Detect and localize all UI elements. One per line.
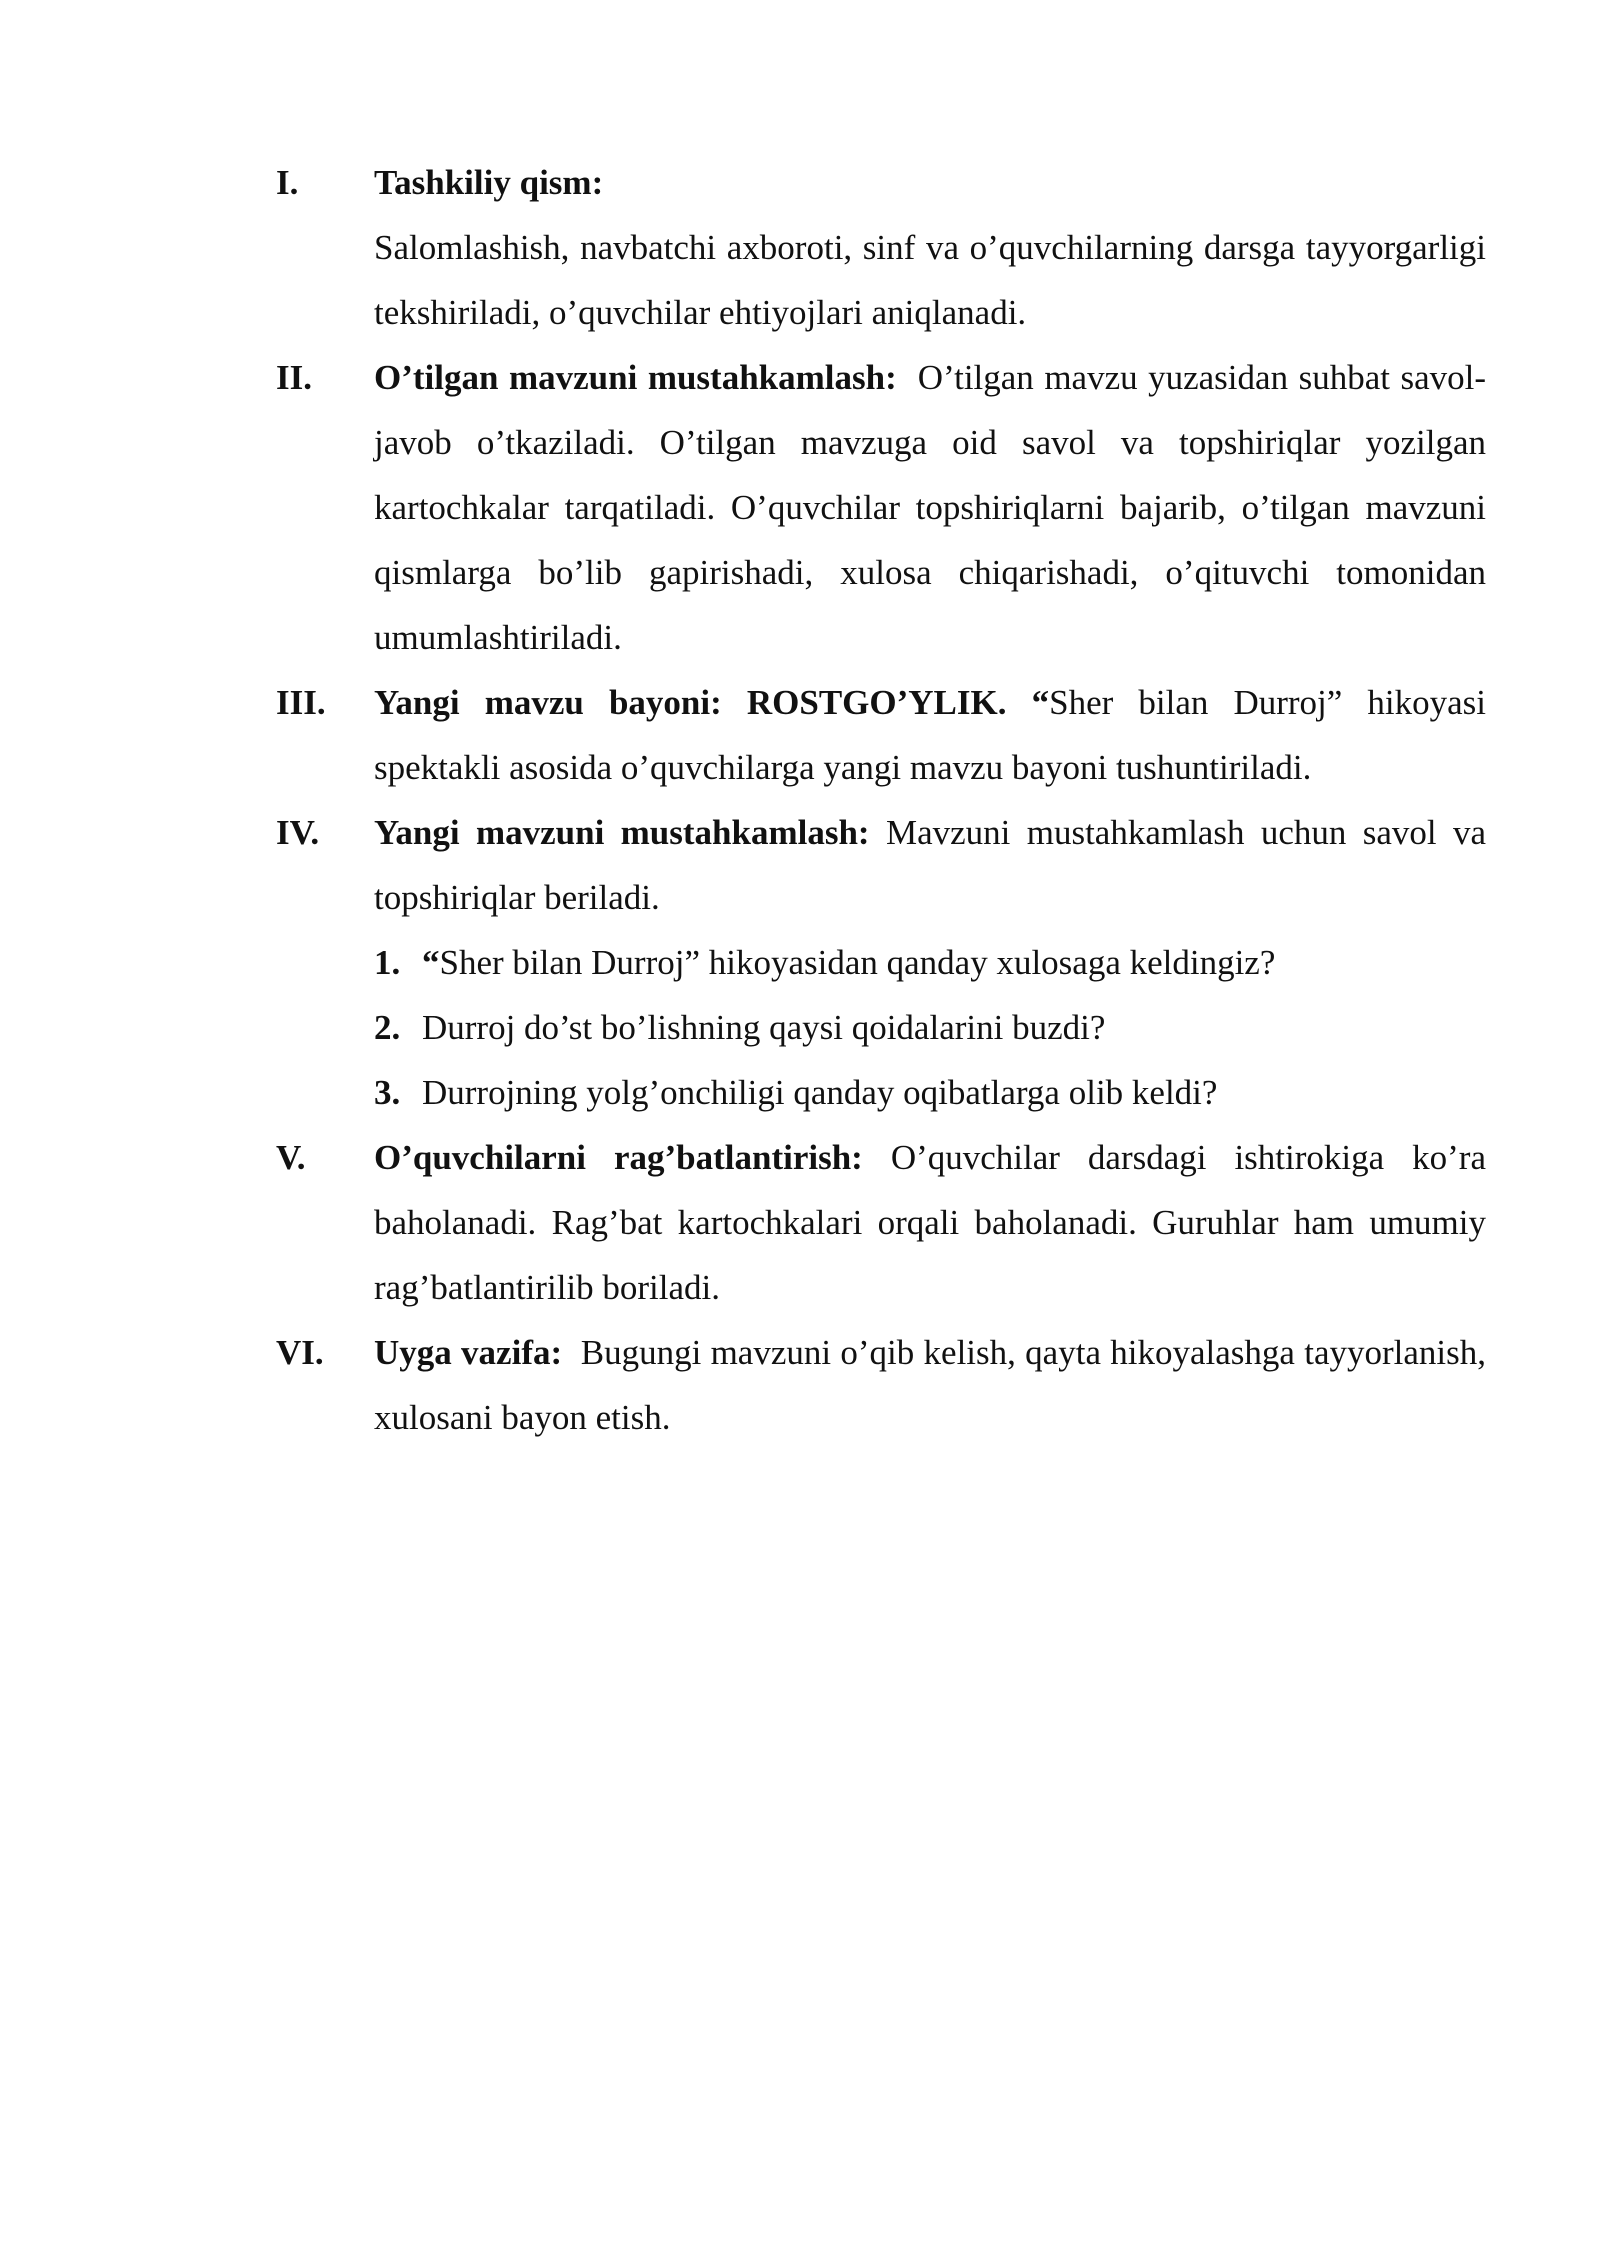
section-3 <box>276 670 1486 800</box>
section-2 <box>276 345 1486 670</box>
question-body: Sher bilan Durroj” hikoyasidan qanday xulosaga keldingiz? <box>439 943 1276 982</box>
section-body: Salomlashish, navbatchi axboroti, sinf va o’quvchilarning darsga tayyorgarligi tekshiriladi, o’quvchilar ehtiyojlari aniqlanadi. <box>374 228 1486 332</box>
question-list <box>374 930 1486 1125</box>
section-heading: Yangi mavzuni mustahkamlash: <box>374 813 870 852</box>
section-4 <box>276 800 1486 1125</box>
section-6 <box>276 1320 1486 1450</box>
section-heading: Uyga vazifa: <box>374 1333 563 1372</box>
section-body: O’quvchilar darsdagi ishtirokiga ko’ra baholanadi. Rag’bat kartochkalari orqali baholanadi. Guruhlar ham umumiy rag’batlantirilib boriladi. <box>374 1138 1486 1307</box>
section-paragraph <box>374 1320 1486 1450</box>
section-numeral: VI. <box>276 1333 324 1372</box>
list-item <box>374 1060 1486 1125</box>
question-number: 2. <box>374 1008 401 1047</box>
section-heading: O’tilgan mavzuni mustahkamlash: <box>374 358 897 397</box>
quote-mark: “ <box>422 943 440 982</box>
list-item <box>374 930 1486 995</box>
lesson-plan <box>276 150 1486 1450</box>
section-numeral: I. <box>276 163 299 202</box>
section-5 <box>276 1125 1486 1320</box>
section-heading-line <box>374 150 1486 215</box>
section-1 <box>276 150 1486 345</box>
section-body: Mavzuni mustahkamlash uchun savol va topshiriqlar beriladi. <box>374 813 1486 917</box>
section-body: Bugungi mavzuni o’qib kelish, qayta hikoyalashga tayyorlanish, xulosani bayon etish. <box>374 1333 1486 1437</box>
section-heading: O’quvchilarni rag’batlantirish: <box>374 1138 863 1177</box>
section-body: Sher bilan Durroj” hikoyasi spektakli asosida o’quvchilarga yangi mavzu bayoni tushuntiriladi. <box>374 683 1487 787</box>
section-numeral: V. <box>276 1138 306 1177</box>
section-paragraph <box>374 800 1486 930</box>
section-paragraph <box>374 670 1486 800</box>
section-body: O’tilgan mavzu yuzasidan suhbat savol- javob o’tkaziladi. O’tilgan mavzuga oid savol va topshiriqlar yozilgan kartochkalar tarqatiladi. O’quvchilar topshiriqlarni bajarib, o’tilgan mavzuni qismlarga bo’lib gapirishadi, xulosa chiqarishadi, o’qituvchi tomonidan umumlashtiriladi. <box>374 358 1486 657</box>
list-item <box>374 995 1486 1060</box>
section-heading: Yangi mavzu bayoni: ROSTGO’YLIK. <box>374 683 1007 722</box>
section-heading: Tashkiliy qism: <box>374 163 604 202</box>
question-number: 3. <box>374 1073 401 1112</box>
section-numeral: III. <box>276 683 326 722</box>
question-text <box>422 930 1486 995</box>
question-number: 1. <box>374 943 401 982</box>
question-text: Durrojning yolg’onchiligi qanday oqibatlarga olib keldi? <box>422 1073 1218 1112</box>
section-numeral: II. <box>276 358 312 397</box>
quote-mark: “ <box>1031 683 1050 722</box>
question-text: Durroj do’st bo’lishning qaysi qoidalarini buzdi? <box>422 1008 1106 1047</box>
section-numeral: IV. <box>276 813 320 852</box>
section-paragraph <box>374 345 1486 670</box>
section-paragraph <box>374 1125 1486 1320</box>
